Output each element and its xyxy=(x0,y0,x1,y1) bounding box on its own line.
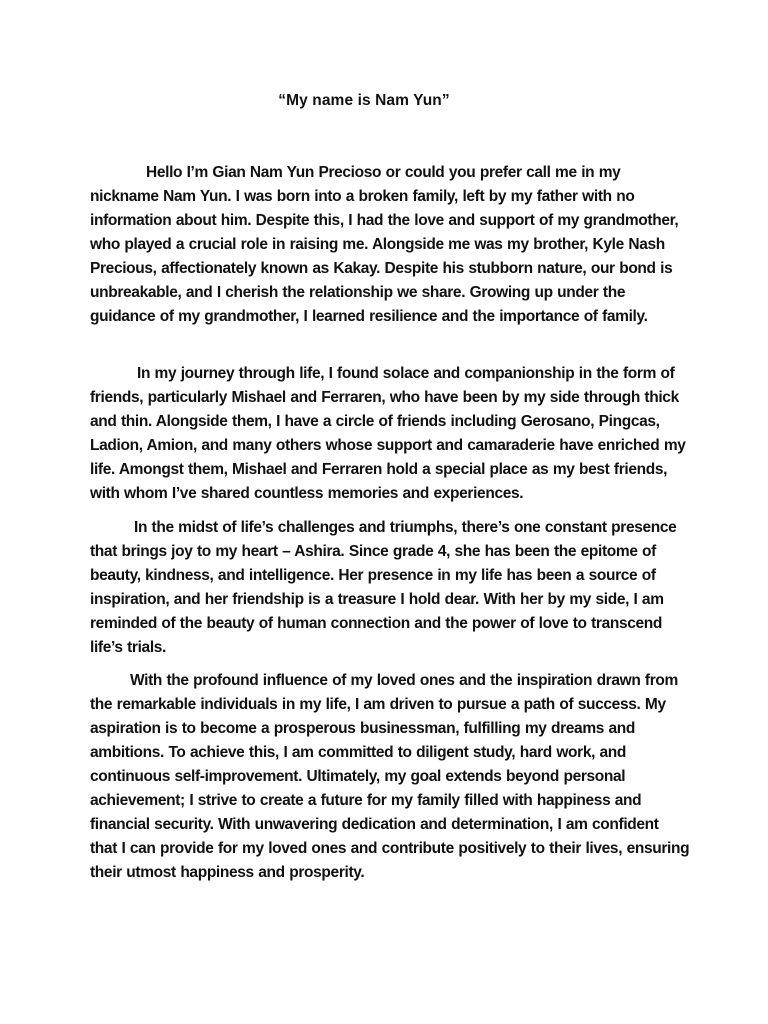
paragraph-aspirations: With the profound influence of my loved ones and the inspiration drawn from the remarkable individuals in my life, I am driven to pursue a path of success. My aspiration is to become a prosperous businessman, fulfilling my dreams and ambitions. To achieve this, I am committed to diligent study, hard work, and continuous self-improvement. Ultimately, my goal extends beyond personal achievement; I strive to create a future for my family filled with happiness and financial security. With unwavering dedication and determination, I am confident that I can provide for my loved ones and contribute positively to their lives, ensuring their utmost happiness and prosperity. xyxy=(90,672,690,881)
document-title: “My name is Nam Yun” xyxy=(278,92,450,109)
paragraph-friends: In my journey through life, I found solace and companionship in the form of friends, particularly Mishael and Ferraren, who have been by my side through thick and thin. Alongside them, I have a circle of friends including Gerosano, Pingcas, Ladion, Amion, and many others whose support and camaraderie have enriched my life. Amongst them, Mishael and Ferraren hold a special place as my best friends, with whom I’ve shared countless memories and experiences. xyxy=(90,365,686,502)
paragraph-family: Hello I’m Gian Nam Yun Precioso or could you prefer call me in my nickname Nam Yun. I was born into a broken family, left by my father with no information about him. Despite this, I had the love and support of my grandmother, who played a crucial role in raising me. Alongside me was my brother, Kyle Nash Precious, affectionately known as Kakay. Despite his stubborn nature, our bond is unbreakable, and I cherish the relationship we share. Growing up under the guidance of my grandmother, I learned resilience and the importance of family. xyxy=(90,164,679,325)
paragraph-ashira: In the midst of life’s challenges and triumphs, there’s one constant presence that brings joy to my heart – Ashira. Since grade 4, she has been the epitome of beauty, kindness, and intelligence. Her presence in my life has been a source of inspiration, and her friendship is a treasure I hold dear. With her by my side, I am reminded of the beauty of human connection and the power of love to transcend life’s trials. xyxy=(90,519,677,656)
